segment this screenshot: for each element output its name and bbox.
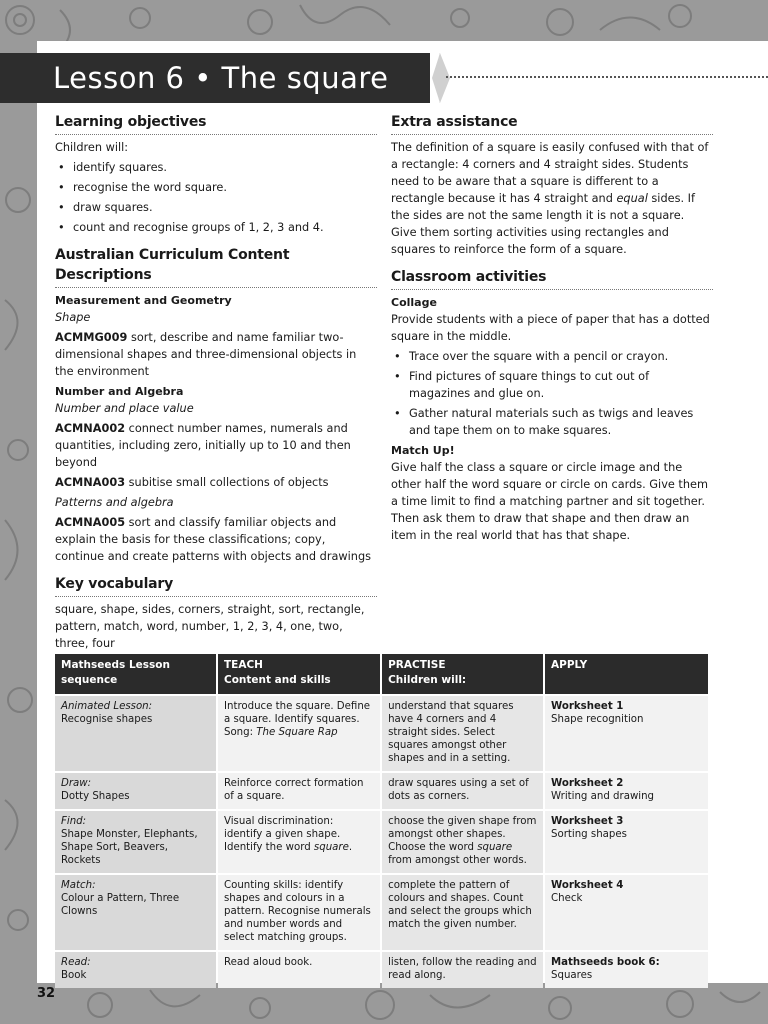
extra-assistance-heading: Extra assistance	[391, 112, 713, 135]
page-title: Lesson 6 • The square	[53, 61, 389, 95]
curriculum-item: ACMNA003 subitise small collections of objects	[55, 476, 329, 489]
table-row	[55, 773, 708, 809]
banner-notch	[430, 53, 450, 103]
table-row	[55, 952, 708, 988]
substrand-patterns: Patterns and algebra	[55, 496, 174, 509]
strand-measurement: Measurement and Geometry	[55, 294, 232, 307]
classroom-activities-heading: Classroom activities	[391, 267, 713, 290]
learning-objectives-heading: Learning objectives	[55, 112, 377, 135]
strand-number: Number and Algebra	[55, 385, 184, 398]
list-item: • draw squares.	[58, 201, 153, 214]
teach-cell: Reinforce correct formation of a square.	[218, 773, 380, 809]
sequence-cell: Draw: Dotty Shapes	[55, 773, 216, 809]
apply-cell: Worksheet 1 Shape recognition	[545, 696, 708, 771]
list-item: • recognise the word square.	[58, 181, 227, 194]
right-column	[391, 112, 713, 547]
sequence-cell: Animated Lesson: Recognise shapes	[55, 696, 216, 771]
teach-cell: Introduce the square. Define a square. Identify squares. Song: The Square Rap	[218, 696, 380, 771]
practise-cell: understand that squares have 4 corners and 4 straight sides. Select squares amongst other shapes and in a setting.	[382, 696, 543, 771]
sequence-cell: Read: Book	[55, 952, 216, 988]
match-up-heading: Match Up!	[391, 444, 455, 457]
substrand-shape: Shape	[55, 311, 91, 324]
practise-cell: draw squares using a set of dots as corners.	[382, 773, 543, 809]
objectives-list	[55, 159, 377, 236]
vocabulary-text: square, shape, sides, corners, straight, sort, rectangle, pattern, match, word, number, 1, 2, 3, 4, one, two, three, four	[55, 603, 365, 650]
page-number: 32	[37, 986, 56, 1001]
collage-heading: Collage	[391, 296, 437, 309]
table-header-row	[55, 654, 708, 694]
curriculum-item: ACMNA005 sort and classify familiar objects and explain the basis for these classifications; copy, continue and create patterns with objects and drawings	[55, 516, 372, 563]
table-row	[55, 811, 708, 873]
curriculum-item: ACMMG009 sort, describe and name familiar two-dimensional shapes and three-dimensional objects in the environment	[55, 331, 357, 378]
list-item: • identify squares.	[58, 161, 168, 174]
practise-cell: choose the given shape from amongst other shapes. Choose the word square from amongst other words.	[382, 811, 543, 873]
left-column	[55, 112, 377, 655]
extra-assistance-text: The definition of a square is easily confused with that of a rectangle: 4 corners and 4 straight sides. Students need to be aware that a square is different to a rectangle because it has 4 straight and equal sides. If the sides are not the same length it is not a square. Give them sorting activities using rectangles and squares to reinforce the form of a square.	[391, 141, 709, 256]
header-dotted-rule	[446, 76, 768, 78]
list-item: • Gather natural materials such as twigs and leaves and tape them on to make squares.	[394, 407, 694, 437]
collage-list	[391, 348, 713, 439]
match-up-text: Give half the class a square or circle image and the other half the word square or circle on cards. Give them a time limit to find a matching partner and sit together. Then ask them to draw that shape and then draw an item in the real world that has that shape.	[391, 461, 708, 542]
list-item: • Find pictures of square things to cut out of magazines and glue on.	[394, 370, 650, 400]
practise-cell: listen, follow the reading and read along.	[382, 952, 543, 988]
sequence-cell: Match: Colour a Pattern, Three Clowns	[55, 875, 216, 950]
substrand-number-place: Number and place value	[55, 402, 194, 415]
header-practise: PRACTISE Children will:	[382, 654, 543, 694]
objectives-intro: Children will:	[55, 141, 129, 154]
vocabulary-heading: Key vocabulary	[55, 574, 377, 597]
table-row	[55, 875, 708, 950]
teach-cell: Counting skills: identify shapes and colours in a pattern. Recognise numerals and number words and select matching groups.	[218, 875, 380, 950]
list-item: • Trace over the square with a pencil or crayon.	[394, 350, 669, 363]
header-teach: TEACH Content and skills	[218, 654, 380, 694]
apply-cell: Worksheet 4 Check	[545, 875, 708, 950]
curriculum-heading: Australian Curriculum Content Descriptions	[55, 245, 377, 288]
lesson-sequence-table	[53, 652, 710, 990]
list-item: • count and recognise groups of 1, 2, 3 and 4.	[58, 221, 324, 234]
sequence-cell: Find: Shape Monster, Elephants, Shape Sort, Beavers, Rockets	[55, 811, 216, 873]
practise-cell: complete the pattern of colours and shapes. Count and select the groups which match the given number.	[382, 875, 543, 950]
apply-cell: Worksheet 3 Sorting shapes	[545, 811, 708, 873]
teach-cell: Visual discrimination: identify a given shape. Identify the word square.	[218, 811, 380, 873]
header-sequence: Mathseeds Lesson sequence	[55, 654, 216, 694]
apply-cell: Worksheet 2 Writing and drawing	[545, 773, 708, 809]
teach-cell: Read aloud book.	[218, 952, 380, 988]
table-row	[55, 696, 708, 771]
apply-cell: Mathseeds book 6: Squares	[545, 952, 708, 988]
header-apply: APPLY	[545, 654, 708, 694]
collage-text: Provide students with a piece of paper that has a dotted square in the middle.	[391, 313, 710, 343]
curriculum-item: ACMNA002 connect number names, numerals and quantities, including zero, initially up to 10 and then beyond	[55, 422, 351, 469]
